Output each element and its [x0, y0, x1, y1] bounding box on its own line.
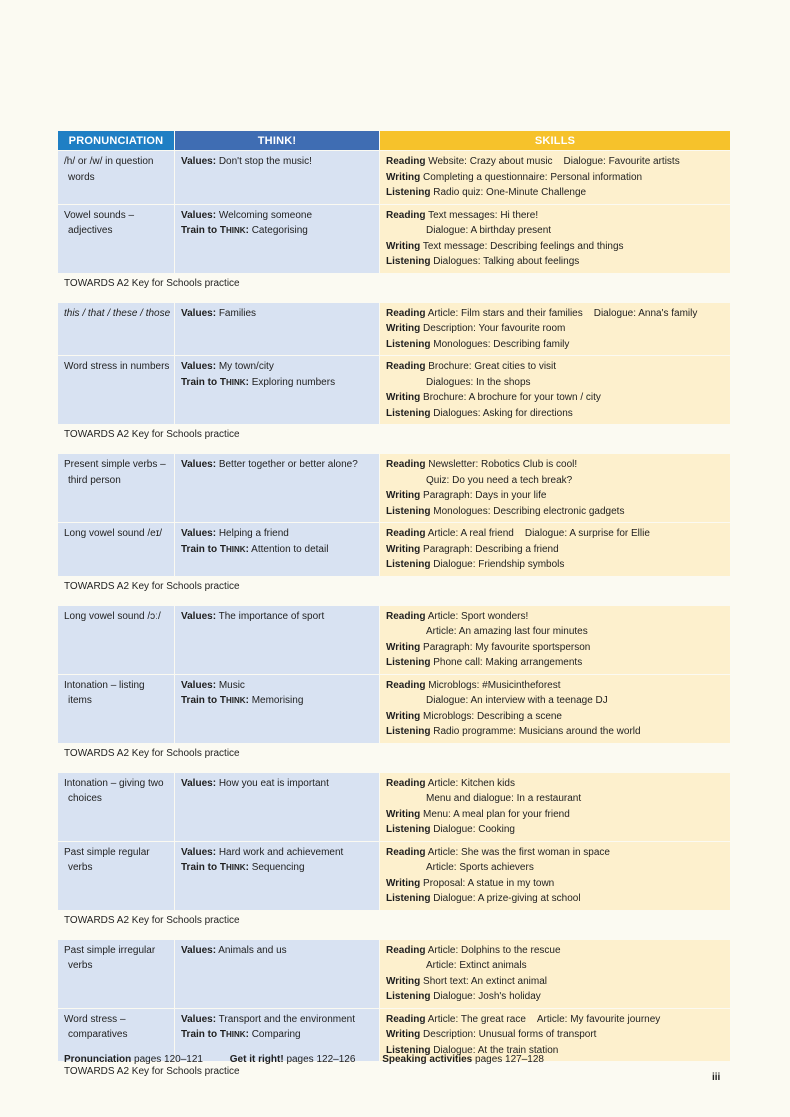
skill-line — [386, 958, 726, 974]
skill-text: Brochure: Great cities to visit — [428, 361, 557, 372]
footer-pages: pages 122–126 — [286, 1054, 356, 1065]
skill-line — [386, 359, 726, 375]
skill-text: Dialogue: At the train station — [433, 1044, 559, 1056]
skill-text: Microblogs: Describing a scene — [423, 710, 562, 722]
values-label: Values: — [181, 209, 217, 221]
skill-text: Article: Extinct animals — [426, 960, 527, 971]
towards-practice: TOWARDS A2 Key for Schools practice — [64, 277, 240, 289]
values-label: Values: — [181, 528, 217, 539]
skill-text: Monologues: Describing family — [433, 338, 570, 350]
skill-line — [386, 473, 726, 489]
train-think-word: THINK — [219, 543, 246, 555]
pronunciation-text: Long vowel sound /eɪ/ — [64, 528, 163, 539]
think-cell — [175, 523, 379, 576]
think-cell — [175, 773, 379, 841]
skill-label: Writing — [386, 1029, 421, 1040]
values-label: Values: — [181, 1013, 217, 1025]
values-line — [181, 609, 375, 625]
skill-label: Writing — [386, 490, 421, 501]
train-think-label — [220, 1029, 246, 1040]
skill-text: Radio quiz: One-Minute Challenge — [433, 187, 587, 198]
skill-text: Microblogs: #Musicintheforest — [428, 679, 561, 691]
values-line — [181, 845, 375, 861]
values-text: Better together or better alone? — [218, 459, 358, 470]
values-text: Transport and the environment — [218, 1013, 356, 1025]
table-row — [58, 773, 730, 841]
skill-line — [386, 791, 726, 807]
skill-text: Website: Crazy about music — [428, 156, 553, 167]
pronunciation-cell — [58, 675, 174, 743]
pronunciation-text: Vowel sounds – adjectives — [64, 209, 135, 236]
skill-label: Writing — [386, 975, 421, 987]
skill-extra: Dialogue: Anna's family — [593, 307, 698, 319]
table-row — [58, 151, 730, 204]
train-prefix: Train to — [181, 862, 218, 873]
skill-extra: Article: My favourite journey — [536, 1013, 661, 1025]
skill-line — [386, 678, 726, 694]
skill-text: Article: An amazing last four minutes — [426, 626, 588, 637]
values-label: Values: — [181, 307, 217, 319]
skill-line — [386, 185, 726, 201]
skill-text: Menu: A meal plan for your friend — [423, 808, 570, 820]
skill-text: Article: She was the first woman in space — [427, 846, 610, 858]
values-text: Music — [218, 679, 245, 691]
skill-text: Description: Your favourite room — [423, 323, 566, 334]
train-prefix: Train to — [181, 695, 218, 706]
train-think-label — [220, 695, 246, 706]
values-text: How you eat is important — [218, 777, 329, 789]
train-think-word: THINK — [219, 695, 246, 706]
skill-label: Writing — [386, 323, 421, 334]
table-row — [58, 205, 730, 273]
values-line — [181, 943, 375, 959]
table-row — [58, 675, 730, 743]
skill-line — [386, 375, 726, 391]
skill-label: Reading — [386, 361, 426, 372]
skill-line — [386, 557, 726, 573]
skill-label: Writing — [386, 392, 421, 403]
skill-line — [386, 504, 726, 520]
values-text: Animals and us — [218, 944, 287, 956]
table-header — [58, 131, 730, 150]
skill-text: Brochure: A brochure for your town / city — [423, 392, 601, 403]
pronunciation-cell — [58, 842, 174, 910]
skills-cell — [380, 675, 730, 743]
skill-line — [386, 306, 726, 322]
train-colon: : — [245, 376, 249, 388]
skill-label: Reading — [386, 209, 426, 221]
values-line — [181, 457, 375, 473]
values-label: Values: — [181, 156, 217, 167]
skill-line — [386, 542, 726, 558]
skill-text: Article: Sports achievers — [426, 862, 534, 873]
header-pronunciation: PRONUNCIATION — [58, 131, 174, 150]
skill-line — [386, 876, 726, 892]
towards-practice: TOWARDS A2 Key for Schools practice — [64, 1066, 240, 1077]
skills-cell — [380, 606, 730, 674]
skills-cell — [380, 454, 730, 522]
pronunciation-cell — [58, 205, 174, 273]
values-label: Values: — [181, 679, 217, 691]
skill-text: Newsletter: Robotics Club is cool! — [428, 459, 578, 470]
skill-label: Writing — [386, 641, 421, 653]
footer-pages: pages 120–121 — [134, 1054, 203, 1065]
skill-text: Radio programme: Musicians around the world — [433, 726, 641, 737]
skill-text: Dialogue: A prize-giving at school — [433, 893, 581, 904]
skill-line — [386, 724, 726, 740]
train-think-label — [220, 377, 246, 388]
skill-line — [386, 321, 726, 337]
skill-line — [386, 709, 726, 725]
skills-cell — [380, 773, 730, 841]
skill-text: Paragraph: My favourite sportsperson — [423, 641, 591, 653]
skill-line — [386, 457, 726, 473]
skill-label: Reading — [386, 459, 426, 470]
skill-label: Writing — [386, 710, 421, 722]
skill-text: Article: A real friend — [427, 528, 514, 539]
skill-label: Listening — [386, 893, 431, 904]
table-row — [58, 523, 730, 576]
skill-label: Reading — [386, 156, 426, 167]
train-prefix: Train to — [181, 543, 218, 555]
train-to-think-line — [181, 542, 375, 558]
skill-text: Dialogue: Friendship symbols — [433, 559, 565, 570]
skill-extra: Dialogue: A surprise for Ellie — [524, 528, 650, 539]
table-row — [58, 842, 730, 910]
pronunciation-text: Word stress in numbers — [64, 361, 170, 372]
skill-label: Listening — [386, 824, 431, 835]
train-to-think-line — [181, 375, 375, 391]
skill-line — [386, 624, 726, 640]
think-cell — [175, 940, 379, 1008]
skill-label: Listening — [386, 407, 431, 419]
skill-line — [386, 989, 726, 1005]
train-colon: : — [245, 1029, 249, 1040]
skill-label: Writing — [386, 877, 421, 889]
skill-text: Dialogues: Talking about feelings — [433, 256, 580, 267]
train-text: Categorising — [251, 225, 308, 236]
skill-text: Dialogues: In the shops — [426, 376, 531, 388]
skill-line — [386, 406, 726, 422]
skill-text: Text messages: Hi there! — [428, 209, 539, 221]
skill-line — [386, 776, 726, 792]
think-cell — [175, 356, 379, 424]
towards-practice: TOWARDS A2 Key for Schools practice — [64, 914, 240, 926]
skill-label: Writing — [386, 240, 421, 252]
skill-text: Paragraph: Days in your life — [423, 490, 547, 501]
think-cell — [175, 303, 379, 356]
skill-line — [386, 488, 726, 504]
skill-text: Article: Dolphins to the rescue — [427, 944, 561, 956]
table-row — [58, 454, 730, 522]
think-cell — [175, 842, 379, 910]
train-colon: : — [245, 543, 249, 555]
values-line — [181, 306, 375, 322]
header-think: THINK! — [175, 131, 379, 150]
skill-line — [386, 640, 726, 656]
train-prefix: Train to — [181, 1029, 218, 1040]
think-cell — [175, 606, 379, 674]
values-label: Values: — [181, 610, 217, 622]
pronunciation-text: Past simple regular verbs — [64, 846, 150, 873]
train-think-label — [220, 862, 246, 873]
skill-label: Reading — [386, 846, 426, 858]
skill-label: Reading — [386, 610, 426, 622]
table-row — [58, 303, 730, 356]
pronunciation-text: Intonation – listing items — [64, 679, 145, 706]
skill-line — [386, 822, 726, 838]
skill-label: Writing — [386, 171, 421, 183]
values-label: Values: — [181, 459, 217, 470]
skill-label: Listening — [386, 991, 431, 1002]
skill-line — [386, 1027, 726, 1043]
skill-line — [386, 609, 726, 625]
skill-text: Article: Sport wonders! — [427, 610, 529, 622]
values-line — [181, 776, 375, 792]
train-prefix: Train to — [181, 376, 218, 388]
values-text: My town/city — [218, 361, 274, 372]
towards-practice: TOWARDS A2 Key for Schools practice — [64, 747, 240, 759]
skill-line — [386, 254, 726, 270]
pronunciation-cell — [58, 454, 174, 522]
think-cell — [175, 454, 379, 522]
values-text: Don't stop the music! — [218, 156, 312, 167]
train-text: Exploring numbers — [251, 376, 336, 388]
pronunciation-text: /h/ or /w/ in question words — [64, 156, 154, 183]
train-colon: : — [245, 862, 249, 873]
train-think-label — [220, 544, 246, 555]
pronunciation-text: Long vowel sound /ɔː/ — [64, 610, 161, 622]
skill-label: Listening — [386, 256, 431, 267]
values-line — [181, 208, 375, 224]
skill-text: Dialogues: Asking for directions — [433, 407, 573, 419]
skill-label: Listening — [386, 559, 431, 570]
skill-line — [386, 974, 726, 990]
train-think-word: THINK — [219, 1029, 246, 1040]
skill-line — [386, 807, 726, 823]
skill-text: Dialogue: Josh's holiday — [433, 991, 541, 1002]
train-text: Attention to detail — [251, 543, 329, 555]
pronunciation-text: Past simple irregular verbs — [64, 944, 156, 971]
skill-label: Listening — [386, 187, 431, 198]
pronunciation-text: this / that / these / those — [64, 307, 171, 319]
skill-line — [386, 693, 726, 709]
train-think-word: THINK — [219, 225, 246, 236]
footer-references — [64, 1054, 544, 1065]
train-think-label — [220, 225, 246, 236]
pronunciation-cell — [58, 606, 174, 674]
train-text: Sequencing — [251, 862, 305, 873]
pronunciation-cell — [58, 356, 174, 424]
train-colon: : — [245, 695, 249, 706]
values-label: Values: — [181, 777, 217, 789]
skill-label: Writing — [386, 543, 421, 555]
train-to-think-line — [181, 860, 375, 876]
skill-text: Completing a questionnaire: Personal information — [423, 171, 643, 183]
skill-line — [386, 170, 726, 186]
skill-line — [386, 655, 726, 671]
pronunciation-text: Intonation – giving two choices — [64, 777, 164, 804]
skill-label: Reading — [386, 777, 426, 789]
think-cell — [175, 205, 379, 273]
values-line — [181, 526, 375, 542]
skill-line — [386, 239, 726, 255]
values-label: Values: — [181, 944, 217, 956]
skill-text: Article: Kitchen kids — [427, 777, 515, 789]
pronunciation-cell — [58, 303, 174, 356]
table-body — [58, 151, 730, 1078]
footer-label: Speaking activities — [382, 1054, 473, 1065]
skill-text: Phone call: Making arrangements — [433, 657, 583, 668]
skill-line — [386, 845, 726, 861]
towards-practice: TOWARDS A2 Key for Schools practice — [64, 429, 240, 440]
skill-line — [386, 1012, 726, 1028]
values-label: Values: — [181, 361, 217, 372]
train-to-think-line — [181, 1027, 375, 1043]
values-text: Families — [218, 307, 257, 319]
think-cell — [175, 151, 379, 204]
values-text: The importance of sport — [218, 610, 325, 622]
skill-text: Proposal: A statue in my town — [423, 877, 555, 889]
skill-line — [386, 223, 726, 239]
table-row — [58, 940, 730, 1008]
skill-text: Quiz: Do you need a tech break? — [426, 474, 573, 486]
think-cell — [175, 675, 379, 743]
skill-text: Dialogue: Cooking — [433, 824, 515, 835]
values-line — [181, 154, 375, 170]
pronunciation-text: Word stress – comparatives — [64, 1013, 128, 1040]
skill-text: Article: The great race — [427, 1013, 526, 1025]
skill-text: Text message: Describing feelings and things — [422, 240, 624, 252]
pronunciation-cell — [58, 940, 174, 1008]
skill-text: Menu and dialogue: In a restaurant — [426, 793, 582, 804]
skill-text: Dialogue: A birthday present — [426, 225, 552, 236]
values-text: Hard work and achievement — [218, 846, 344, 858]
footer-label: Get it right! — [229, 1054, 284, 1065]
skills-cell — [380, 523, 730, 576]
skill-line — [386, 526, 726, 542]
skill-label: Writing — [386, 808, 421, 820]
skill-label: Reading — [386, 1013, 426, 1025]
train-prefix: Train to — [181, 225, 218, 236]
skills-cell — [380, 303, 730, 356]
skill-label: Reading — [386, 944, 426, 956]
pronunciation-cell — [58, 773, 174, 841]
skill-line — [386, 154, 726, 170]
skill-text: Short text: An extinct animal — [423, 975, 547, 987]
values-label: Values: — [181, 846, 217, 858]
skill-text: Description: Unusual forms of transport — [423, 1029, 597, 1040]
skill-text: Monologues: Describing electronic gadgets — [433, 505, 625, 517]
table-row — [58, 606, 730, 674]
values-text: Helping a friend — [218, 528, 289, 539]
footer-pages: pages 127–128 — [475, 1054, 544, 1065]
skill-line — [386, 208, 726, 224]
skill-line — [386, 390, 726, 406]
page-number: iii — [712, 1072, 721, 1083]
train-colon: : — [245, 225, 249, 236]
train-to-think-line — [181, 693, 375, 709]
skill-label: Listening — [386, 505, 431, 517]
train-text: Comparing — [251, 1029, 301, 1040]
skill-line — [386, 943, 726, 959]
skill-line — [386, 337, 726, 353]
footer-label: Pronunciation — [64, 1054, 132, 1065]
skills-cell — [380, 151, 730, 204]
skills-cell — [380, 842, 730, 910]
skills-cell — [380, 356, 730, 424]
towards-practice: TOWARDS A2 Key for Schools practice — [64, 580, 240, 592]
skill-line — [386, 860, 726, 876]
skill-text: Article: Film stars and their families — [427, 307, 583, 319]
skill-label: Listening — [386, 657, 431, 668]
skill-label: Listening — [386, 1044, 431, 1056]
pronunciation-cell — [58, 523, 174, 576]
skill-extra: Dialogue: Favourite artists — [563, 156, 680, 167]
contents-table — [58, 131, 730, 1078]
skill-text: Paragraph: Describing a friend — [423, 543, 559, 555]
pronunciation-text: Present simple verbs – third person — [64, 459, 166, 486]
skill-text: Dialogue: An interview with a teenage DJ — [426, 695, 608, 706]
skills-cell — [380, 940, 730, 1008]
train-think-word: THINK — [219, 862, 246, 873]
skill-label: Reading — [386, 307, 426, 319]
skill-label: Listening — [386, 726, 431, 737]
values-line — [181, 678, 375, 694]
values-text: Welcoming someone — [218, 209, 313, 221]
skill-line — [386, 891, 726, 907]
train-to-think-line — [181, 223, 375, 239]
skill-label: Listening — [386, 338, 431, 350]
values-line — [181, 1012, 375, 1028]
train-text: Memorising — [251, 695, 304, 706]
skill-label: Reading — [386, 679, 426, 691]
pronunciation-cell — [58, 151, 174, 204]
skills-cell — [380, 205, 730, 273]
values-line — [181, 359, 375, 375]
header-skills: SKILLS — [380, 131, 730, 150]
skill-label: Reading — [386, 528, 426, 539]
train-think-word: THINK — [219, 376, 246, 388]
table-row — [58, 356, 730, 424]
